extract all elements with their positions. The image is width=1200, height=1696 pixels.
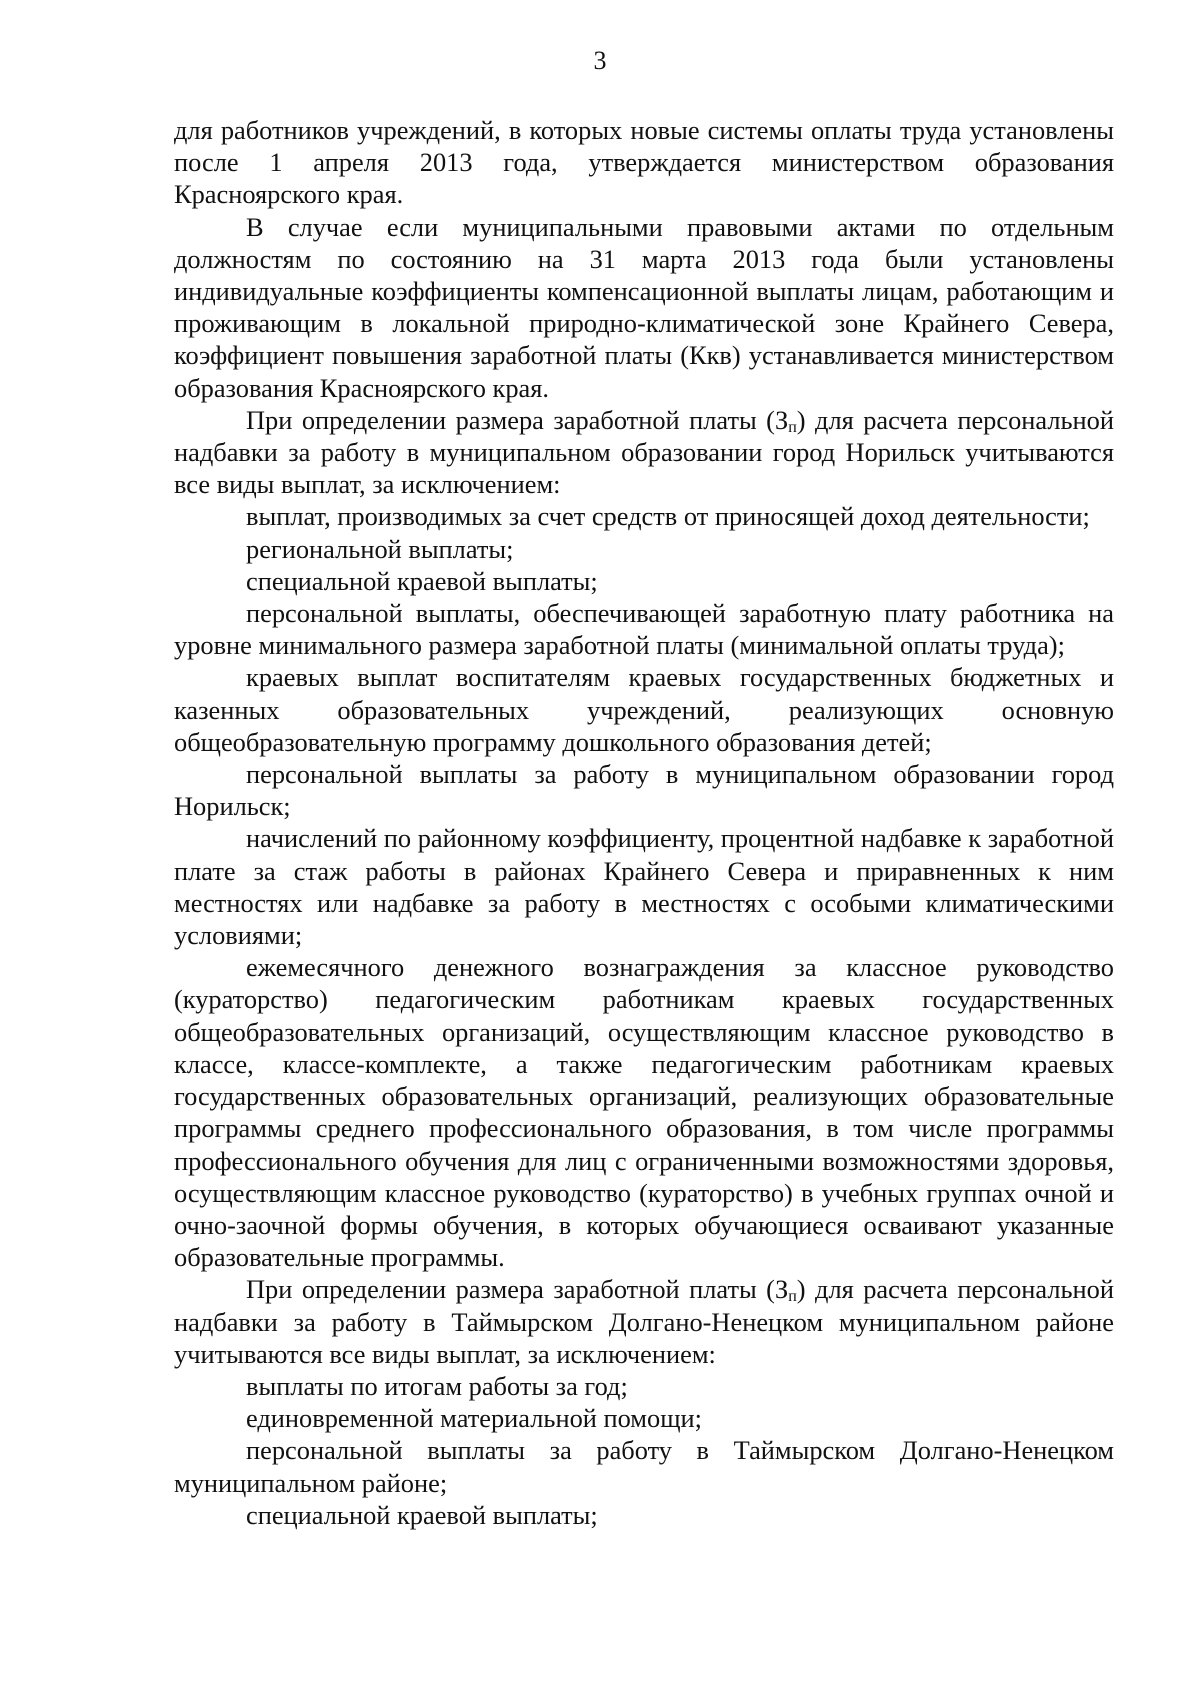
paragraph-12-subscript: п: [788, 1288, 797, 1306]
page-number: 3: [593, 46, 607, 75]
paragraph-3: [174, 404, 1114, 501]
paragraph-11: ежемесячного денежного вознаграждения за классное руководство (кураторство) педагогическим работникам краевых государственных общеобразовательных организаций, осуществляющим классное руководство в классе, классе-комплекте, а также педагогическим работникам краевых государственных образовательных организаций, реализующих образовательные программы среднего профессионального образования, в том числе программы профессионального обучения для лиц с ограниченными возможностями здоровья, осуществляющим классное руководство (кураторство) в учебных группах очной и очно-заочной формы обучения, в которых обучающиеся осваивают указанные образовательные программы.: [174, 952, 1114, 1273]
paragraph-7: персональной выплаты, обеспечивающей заработную плату работника на уровне минимального размера заработной платы (минимальной оплаты труда);: [174, 598, 1114, 661]
paragraph-3-subscript: п: [788, 418, 797, 436]
paragraph-5: региональной выплаты;: [246, 533, 514, 564]
paragraph-12-text-b: ) для расчета персональной надбавки за работу в Таймырском Долгано-Ненецком муниципальном районе учитываются все виды выплат, за исключением:: [174, 1274, 1114, 1369]
paragraph-6: специальной краевой выплаты;: [246, 565, 598, 596]
paragraph-9: персональной выплаты за работу в муниципальном образовании город Норильск;: [174, 759, 1114, 822]
paragraph-1: для работников учреждений, в которых новые системы оплаты труда установлены после 1 апреля 2013 года, утверждается министерством образования Красноярского края.: [174, 115, 1114, 210]
paragraph-15: персональной выплаты за работу в Таймырском Долгано-Ненецком муниципальном районе;: [174, 1435, 1114, 1498]
paragraph-12-text-a: При определении размера заработной платы (З: [246, 1274, 789, 1305]
paragraph-12: [174, 1273, 1114, 1370]
paragraph-16: специальной краевой выплаты;: [246, 1499, 598, 1530]
paragraph-3-text-a: При определении размера заработной платы (З: [246, 404, 789, 435]
paragraph-13: выплаты по итогам работы за год;: [246, 1370, 628, 1401]
paragraph-8: краевых выплат воспитателям краевых государственных бюджетных и казенных образовательных учреждений, реализующих основную общеобразовательную программу дошкольного образования детей;: [174, 662, 1114, 757]
paragraph-3-text-b: ) для расчета персональной надбавки за работу в муниципальном образовании город Норильск учитываются все виды выплат, за исключением:: [174, 404, 1114, 500]
paragraph-2: В случае если муниципальными правовыми актами по отдельным должностям по состоянию на 31 марта 2013 года были установлены индивидуальные коэффициенты компенсационной выплаты лицам, работающим и проживающим в локальной природно-климатической зоне Крайнего Севера, коэффициент повышения заработной платы (Ккв) устанавливается министерством образования Красноярского края.: [174, 211, 1114, 403]
document-body: [174, 114, 1114, 1531]
paragraph-14: единовременной материальной помощи;: [246, 1403, 702, 1434]
paragraph-4: выплат, производимых за счет средств от приносящей доход деятельности;: [246, 501, 1090, 532]
paragraph-10: начислений по районному коэффициенту, процентной надбавке к заработной плате за стаж работы в районах Крайнего Севера и приравненных к ним местностях или надбавке за работу в местностях с особыми климатическими условиями;: [174, 823, 1114, 951]
